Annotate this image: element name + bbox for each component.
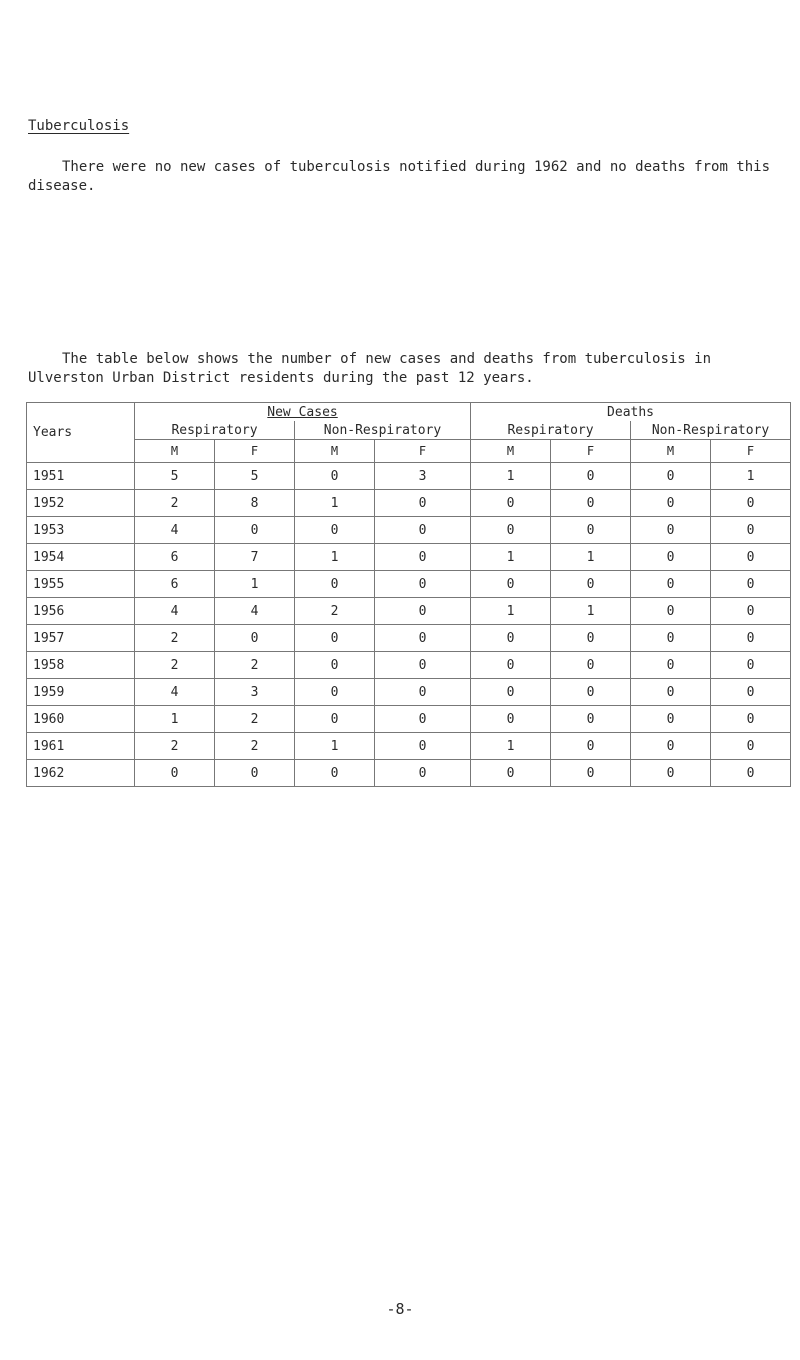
value-cell: 0 — [215, 517, 295, 544]
year-cell: 1953 — [27, 517, 135, 544]
sex-header: M — [471, 440, 551, 463]
sex-header: F — [711, 440, 791, 463]
value-cell: 4 — [135, 517, 215, 544]
value-cell: 5 — [215, 463, 295, 490]
value-cell: 0 — [631, 652, 711, 679]
value-cell: 1 — [471, 598, 551, 625]
value-cell: 0 — [295, 517, 375, 544]
year-cell: 1959 — [27, 679, 135, 706]
value-cell: 0 — [551, 733, 631, 760]
year-cell: 1952 — [27, 490, 135, 517]
value-cell: 0 — [631, 517, 711, 544]
value-cell: 0 — [711, 490, 791, 517]
value-cell: 0 — [375, 517, 471, 544]
value-cell: 0 — [631, 733, 711, 760]
value-cell: 3 — [215, 679, 295, 706]
value-cell: 0 — [375, 571, 471, 598]
table-row — [27, 625, 791, 652]
table-row — [27, 760, 791, 787]
value-cell: 0 — [551, 517, 631, 544]
value-cell: 0 — [471, 706, 551, 733]
value-cell: 0 — [631, 598, 711, 625]
value-cell: 2 — [215, 706, 295, 733]
value-cell: 0 — [215, 760, 295, 787]
value-cell: 4 — [215, 598, 295, 625]
new-cases-non-respiratory-header: Non-Respiratory — [295, 421, 471, 440]
sex-header: M — [135, 440, 215, 463]
value-cell: 0 — [295, 760, 375, 787]
value-cell: 0 — [295, 706, 375, 733]
table-row — [27, 706, 791, 733]
value-cell: 0 — [295, 463, 375, 490]
table-row — [27, 598, 791, 625]
value-cell: 0 — [471, 490, 551, 517]
value-cell: 0 — [551, 679, 631, 706]
value-cell: 6 — [135, 571, 215, 598]
value-cell: 0 — [711, 679, 791, 706]
value-cell: 0 — [631, 625, 711, 652]
value-cell: 0 — [551, 490, 631, 517]
tuberculosis-table — [26, 402, 791, 787]
value-cell: 0 — [631, 679, 711, 706]
value-cell: 0 — [375, 652, 471, 679]
value-cell: 1 — [295, 733, 375, 760]
value-cell: 2 — [135, 490, 215, 517]
deaths-non-respiratory-header: Non-Respiratory — [631, 421, 791, 440]
year-cell: 1951 — [27, 463, 135, 490]
value-cell: 0 — [215, 625, 295, 652]
value-cell: 0 — [631, 490, 711, 517]
value-cell: 1 — [551, 544, 631, 571]
value-cell: 2 — [295, 598, 375, 625]
value-cell: 5 — [135, 463, 215, 490]
value-cell: 1 — [551, 598, 631, 625]
sex-header: F — [375, 440, 471, 463]
value-cell: 1 — [215, 571, 295, 598]
value-cell: 0 — [551, 625, 631, 652]
value-cell: 0 — [711, 571, 791, 598]
value-cell: 4 — [135, 598, 215, 625]
value-cell: 0 — [375, 679, 471, 706]
year-cell: 1955 — [27, 571, 135, 598]
value-cell: 0 — [631, 463, 711, 490]
value-cell: 0 — [551, 760, 631, 787]
table-row — [27, 544, 791, 571]
value-cell: 0 — [375, 733, 471, 760]
value-cell: 4 — [135, 679, 215, 706]
value-cell: 1 — [295, 490, 375, 517]
value-cell: 0 — [551, 571, 631, 598]
value-cell: 2 — [215, 733, 295, 760]
value-cell: 0 — [375, 760, 471, 787]
sex-header: M — [295, 440, 375, 463]
value-cell: 0 — [711, 517, 791, 544]
value-cell: 0 — [471, 652, 551, 679]
value-cell: 0 — [711, 652, 791, 679]
value-cell: 0 — [551, 463, 631, 490]
value-cell: 0 — [135, 760, 215, 787]
value-cell: 1 — [471, 544, 551, 571]
value-cell: 0 — [711, 733, 791, 760]
value-cell: 7 — [215, 544, 295, 571]
value-cell: 1 — [711, 463, 791, 490]
section-heading: Tuberculosis — [28, 118, 130, 134]
value-cell: 0 — [471, 679, 551, 706]
value-cell: 0 — [375, 544, 471, 571]
value-cell: 0 — [295, 679, 375, 706]
value-cell: 0 — [711, 760, 791, 787]
years-header: Years — [27, 403, 135, 463]
new-cases-header: New Cases — [135, 403, 471, 422]
table-row — [27, 652, 791, 679]
table-intro-paragraph: The table below shows the number of new cases and deaths from tuberculosis in Ulverston Urban District residents during the past 12 years. — [28, 351, 712, 386]
year-cell: 1960 — [27, 706, 135, 733]
year-cell: 1961 — [27, 733, 135, 760]
value-cell: 6 — [135, 544, 215, 571]
value-cell: 0 — [711, 625, 791, 652]
sex-header: F — [551, 440, 631, 463]
year-cell: 1962 — [27, 760, 135, 787]
deaths-respiratory-header: Respiratory — [471, 421, 631, 440]
value-cell: 0 — [471, 517, 551, 544]
value-cell: 0 — [631, 760, 711, 787]
value-cell: 2 — [135, 733, 215, 760]
year-cell: 1956 — [27, 598, 135, 625]
value-cell: 0 — [551, 652, 631, 679]
value-cell: 0 — [711, 544, 791, 571]
value-cell: 0 — [711, 706, 791, 733]
sex-header: F — [215, 440, 295, 463]
value-cell: 0 — [711, 598, 791, 625]
value-cell: 8 — [215, 490, 295, 517]
page-number: -8- — [386, 1300, 414, 1318]
year-cell: 1957 — [27, 625, 135, 652]
value-cell: 0 — [471, 571, 551, 598]
table-row — [27, 679, 791, 706]
new-cases-respiratory-header: Respiratory — [135, 421, 295, 440]
table-row — [27, 490, 791, 517]
value-cell: 0 — [631, 571, 711, 598]
value-cell: 0 — [295, 571, 375, 598]
value-cell: 3 — [375, 463, 471, 490]
year-cell: 1958 — [27, 652, 135, 679]
value-cell: 1 — [471, 463, 551, 490]
value-cell: 1 — [295, 544, 375, 571]
value-cell: 1 — [471, 733, 551, 760]
value-cell: 0 — [471, 625, 551, 652]
year-cell: 1954 — [27, 544, 135, 571]
table-row — [27, 463, 791, 490]
value-cell: 0 — [375, 706, 471, 733]
intro-paragraph: There were no new cases of tuberculosis notified during 1962 and no deaths from this disease. — [28, 159, 771, 194]
table-row — [27, 517, 791, 544]
sex-header: M — [631, 440, 711, 463]
value-cell: 0 — [375, 490, 471, 517]
value-cell: 0 — [375, 625, 471, 652]
value-cell: 0 — [375, 598, 471, 625]
table-row — [27, 571, 791, 598]
value-cell: 0 — [471, 760, 551, 787]
value-cell: 1 — [135, 706, 215, 733]
value-cell: 0 — [295, 625, 375, 652]
value-cell: 2 — [135, 652, 215, 679]
table-row — [27, 733, 791, 760]
value-cell: 0 — [631, 706, 711, 733]
value-cell: 2 — [215, 652, 295, 679]
value-cell: 0 — [295, 652, 375, 679]
value-cell: 2 — [135, 625, 215, 652]
value-cell: 0 — [551, 706, 631, 733]
deaths-header: Deaths — [471, 403, 791, 422]
value-cell: 0 — [631, 544, 711, 571]
